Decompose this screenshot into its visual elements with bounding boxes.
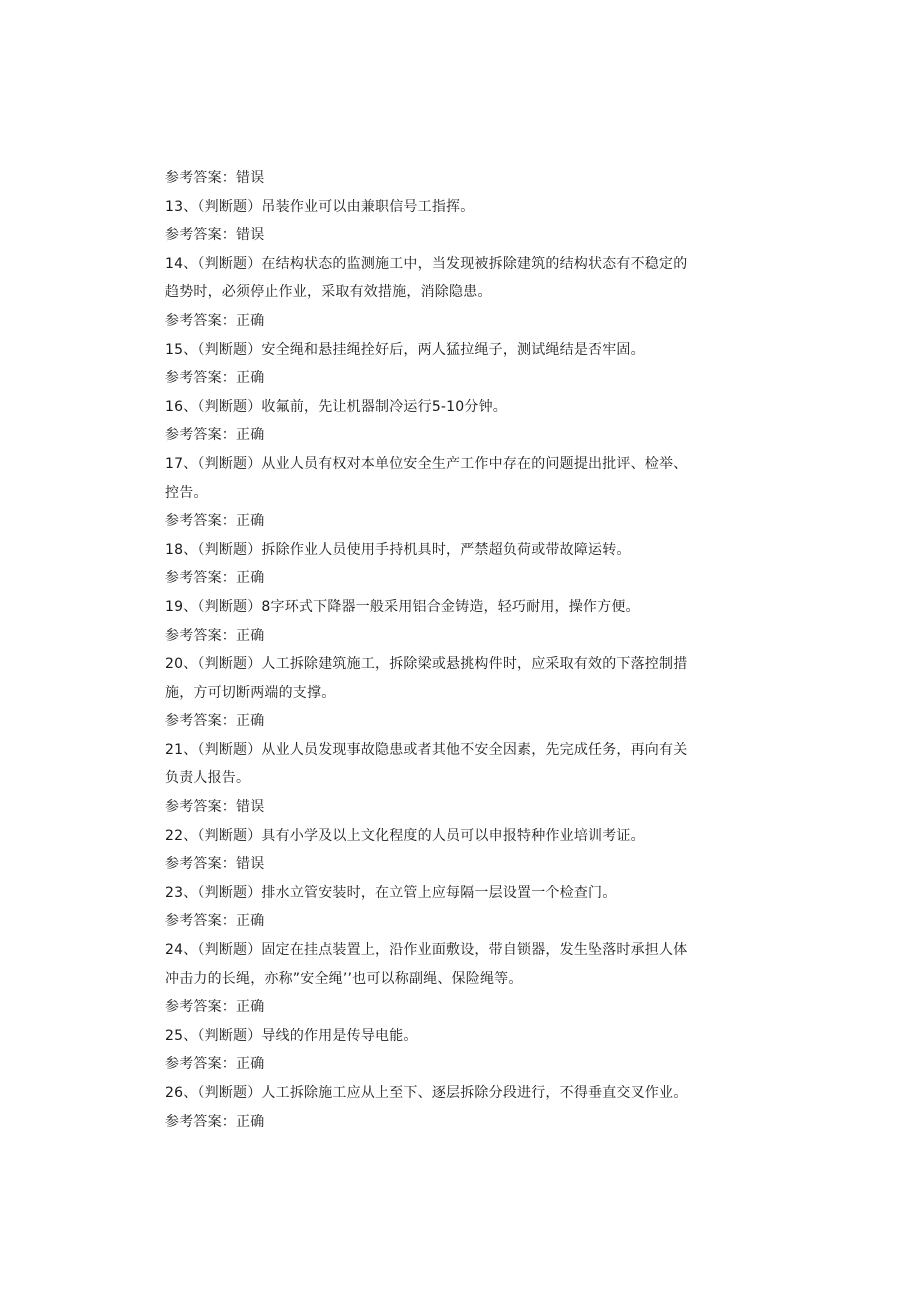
question-line: 趋势时，必须停止作业，采取有效措施，消除隐患。 bbox=[165, 284, 492, 301]
answer-line: 参考答案：正确 bbox=[165, 1113, 265, 1130]
question-line: 26、（判断题）人工拆除施工应从上至下、逐层拆除分段进行，不得垂直交叉作业。 bbox=[165, 1085, 688, 1101]
question-line: 控告。 bbox=[165, 484, 208, 501]
question-line: 18、（判断题）拆除作业人员使用手持机具时，严禁超负荷或带故障运转。 bbox=[165, 541, 631, 558]
question-line: 23、（判断题）排水立管安装时，在立管上应每隔一层设置一个检查门。 bbox=[165, 884, 617, 901]
answer-line: 参考答案：正确 bbox=[165, 999, 265, 1016]
question-line: 22、（判断题）具有小学及以上文化程度的人员可以申报特种作业培训考证。 bbox=[165, 827, 645, 844]
question-line: 负责人报告。 bbox=[165, 770, 251, 787]
answer-line: 参考答案：正确 bbox=[165, 627, 265, 644]
answer-line: 参考答案：错误 bbox=[165, 227, 265, 244]
answer-line: 参考答案：错误 bbox=[165, 170, 265, 186]
question-line: 施，方可切断两端的支撑。 bbox=[165, 684, 336, 701]
question-list bbox=[165, 164, 745, 1136]
answer-line: 参考答案：正确 bbox=[165, 427, 265, 444]
question-line: 16、（判断题）收氟前，先让机器制冷运行5-10分钟。 bbox=[165, 398, 507, 415]
question-line: 19、（判断题）8字环式下降器一般采用铝合金铸造，轻巧耐用，操作方便。 bbox=[165, 598, 640, 615]
answer-line: 参考答案：正确 bbox=[165, 513, 265, 530]
question-line: 13、（判断题）吊装作业可以由兼职信号工指挥。 bbox=[165, 198, 475, 215]
answer-line: 参考答案：正确 bbox=[165, 570, 265, 587]
question-line: 21、（判断题）从业人员发现事故隐患或者其他不安全因素，先完成任务，再向有关 bbox=[165, 741, 688, 758]
question-line: 24、（判断题）固定在挂点装置上，沿作业面敷设，带自锁器，发生坠落时承担人体 bbox=[165, 942, 688, 959]
question-line: 17、（判断题）从业人员有权对本单位安全生产工作中存在的问题提出批评、检举、 bbox=[165, 455, 688, 472]
answer-line: 参考答案：正确 bbox=[165, 913, 265, 930]
answer-line: 参考答案：正确 bbox=[165, 312, 265, 329]
question-line: 冲击力的长绳，亦称”安全绳’’也可以称副绳、保险绳等。 bbox=[165, 970, 523, 987]
answer-line: 参考答案：正确 bbox=[165, 370, 265, 387]
question-line: 25、（判断题）导线的作用是传导电能。 bbox=[165, 1027, 418, 1044]
question-line: 14、（判断题）在结构状态的监测施工中，当发现被拆除建筑的结构状态有不稳定的 bbox=[165, 255, 688, 272]
answer-line: 参考答案：错误 bbox=[165, 799, 265, 816]
question-line: 20、（判断题）人工拆除建筑施工，拆除梁或悬挑构件时，应采取有效的下落控制措 bbox=[165, 656, 688, 673]
answer-line: 参考答案：正确 bbox=[165, 1056, 265, 1073]
answer-line: 参考答案：错误 bbox=[165, 856, 265, 873]
question-line: 15、（判断题）安全绳和悬挂绳拴好后，两人猛拉绳子，测试绳结是否牢固。 bbox=[165, 341, 645, 358]
answer-line: 参考答案：正确 bbox=[165, 713, 265, 730]
